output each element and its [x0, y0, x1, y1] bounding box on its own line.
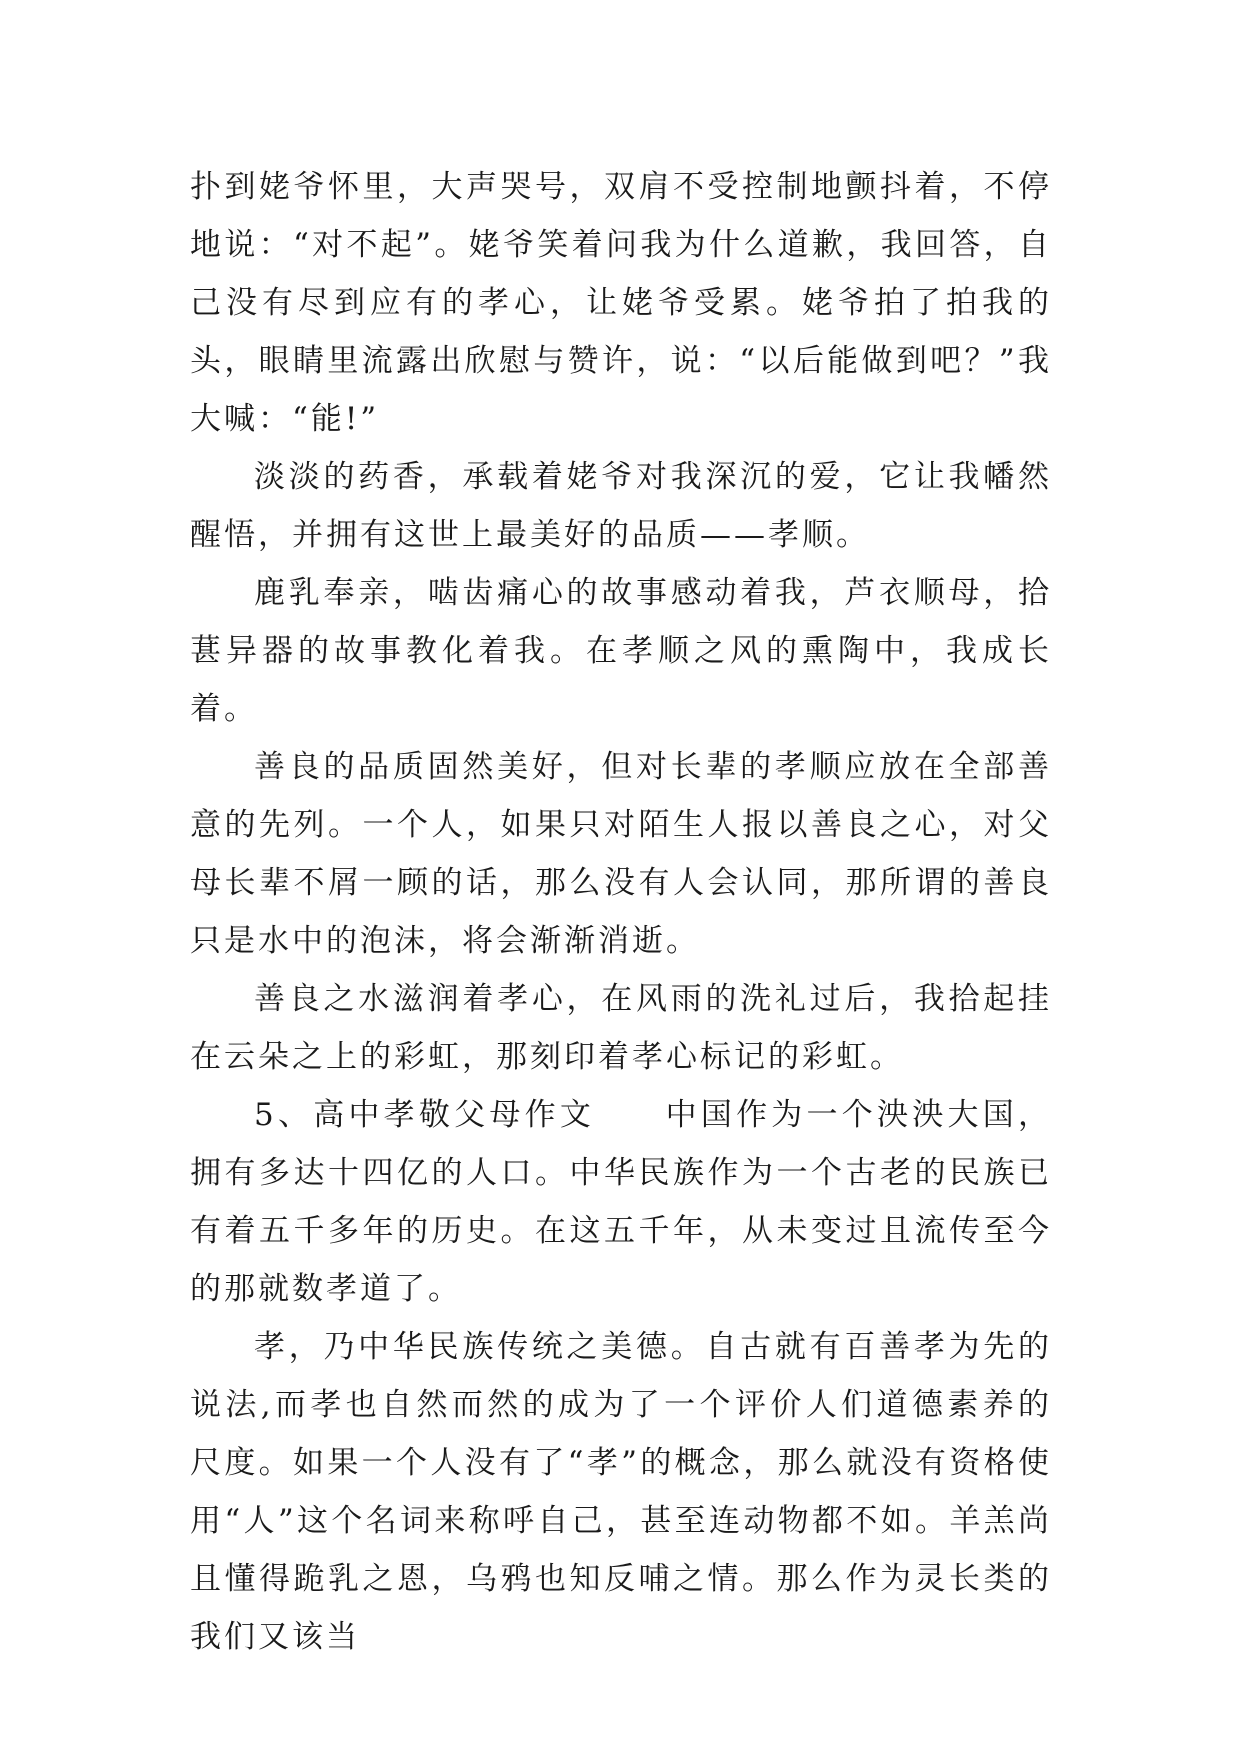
paragraph: 淡淡的药香，承载着姥爷对我深沉的爱，它让我幡然醒悟，并拥有这世上最美好的品质——孝顺。 [190, 459, 1052, 553]
paragraph: 5、高中孝敬父母作文 中国作为一个泱泱大国，拥有多达十四亿的人口。中华民族作为一个古老的民族已有着五千多年的历史。在这五千年，从未变过且流传至今的那就数孝道了。 [190, 1097, 1052, 1307]
paragraph: 扑到姥爷怀里，大声哭号，双肩不受控制地颤抖着，不停地说：“对不起”。姥爷笑着问我为什么道歉，我回答，自己没有尽到应有的孝心，让姥爷受累。姥爷拍了拍我的头，眼睛里流露出欣慰与赞许，说：“以后能做到吧？”我大喊：“能!” [190, 169, 1052, 437]
paragraph: 善良之水滋润着孝心，在风雨的洗礼过后，我拾起挂在云朵之上的彩虹，那刻印着孝心标记的彩虹。 [190, 981, 1052, 1075]
paragraph: 孝，乃中华民族传统之美德。自古就有百善孝为先的说法,而孝也自然而然的成为了一个评价人们道德素养的尺度。如果一个人没有了“孝”的概念，那么就没有资格使用“人”这个名词来称呼自己，甚至连动物都不如。羊羔尚且懂得跪乳之恩，乌鸦也知反哺之情。那么作为灵长类的我们又该当 [190, 1329, 1052, 1655]
paragraph: 鹿乳奉亲，啮齿痛心的故事感动着我，芦衣顺母，拾葚异器的故事教化着我。在孝顺之风的熏陶中，我成长着。 [190, 575, 1052, 727]
paragraph: 善良的品质固然美好，但对长辈的孝顺应放在全部善意的先列。一个人，如果只对陌生人报以善良之心，对父母长辈不屑一顾的话，那么没有人会认同，那所谓的善良只是水中的泡沫，将会渐渐消逝。 [190, 749, 1052, 959]
document-body [190, 158, 1052, 1666]
